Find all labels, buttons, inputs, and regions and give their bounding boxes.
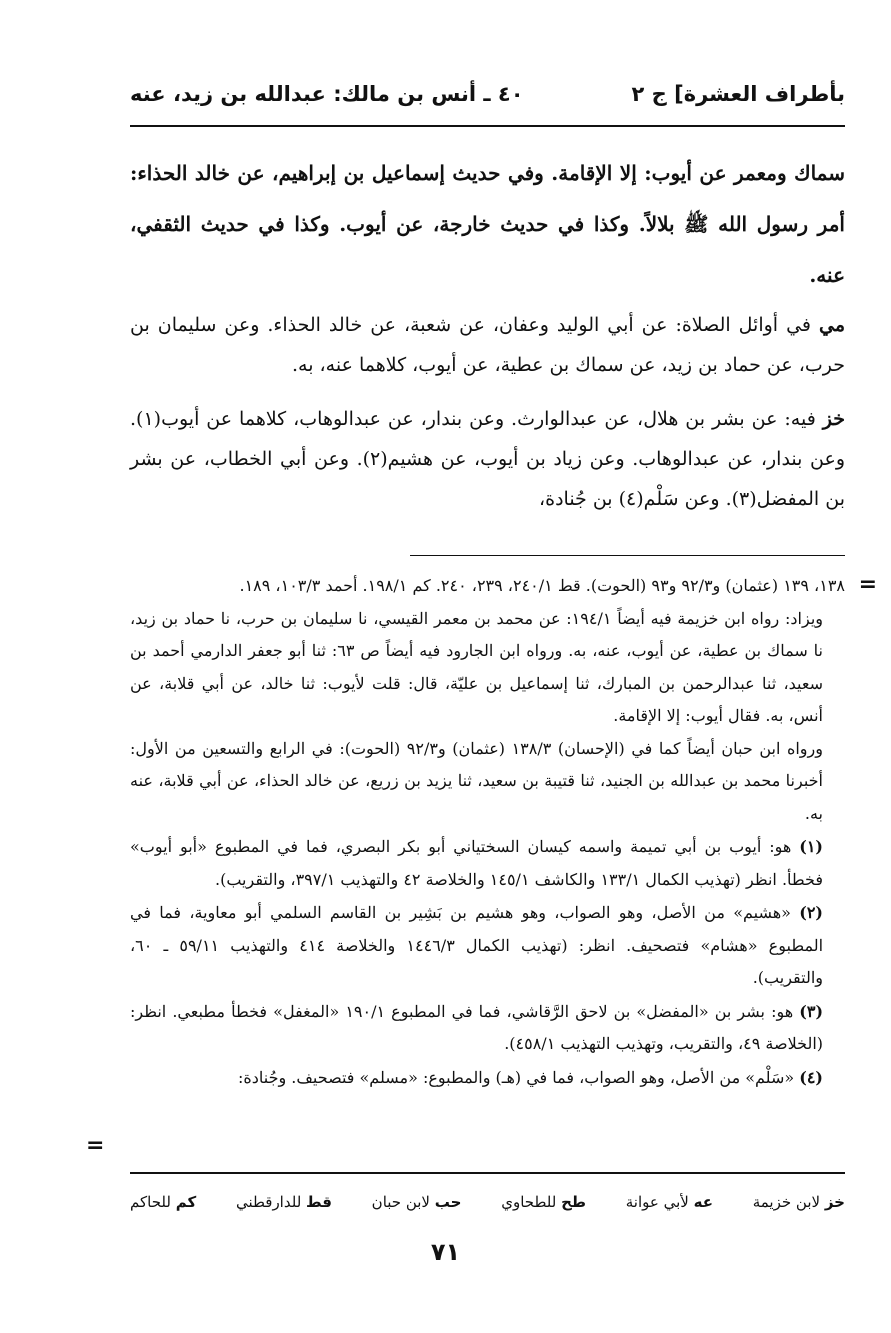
footnote-number: (٤) xyxy=(799,1067,823,1087)
footnote-3 xyxy=(130,996,845,1061)
abbreviation-key xyxy=(130,1186,845,1218)
abbreviation-label: لابن خزيمة xyxy=(752,1193,821,1211)
footer-divider xyxy=(130,1172,845,1174)
footnote-text: هو: أيوب بن أبي تميمة واسمه كيسان السختياني أبو بكر البصري، فما في المطبوع «أبو أيوب» فخطأ. انظر (تهذيب الكمال ١٣٣/١ والكاشف ١٤٥/١ والخلاصة ٤٢ والتهذيب ٣٩٧/١، والتقريب). xyxy=(130,837,823,889)
abbreviation-item xyxy=(372,1193,462,1211)
sources-line: ١٣٨، ١٣٩ (عثمان) و٩٢/٣ و٩٣ (الحوت). قط ٢٤٠/١، ٢٣٩، ٢٤٠. كم ١٩٨/١. أحمد ١٠٣/٣، ١٨٩. xyxy=(239,576,845,595)
abbreviation-code: طح xyxy=(561,1193,587,1211)
header-chapter-title: ٤٠ ـ أنس بن مالك: عبدالله بن زيد، عنه xyxy=(130,82,524,106)
abbreviation-item xyxy=(130,1193,196,1211)
abbreviation-label: لأبي عوانة xyxy=(625,1193,689,1211)
abbreviation-code: حب xyxy=(434,1193,462,1211)
main-text xyxy=(130,148,845,519)
abbreviation-item xyxy=(753,1193,845,1211)
abbreviation-label: للطحاوي xyxy=(501,1193,557,1211)
footnote-2 xyxy=(130,897,845,995)
footnote-number: (٣) xyxy=(799,1001,824,1021)
abbreviation-label: لابن حبان xyxy=(371,1193,430,1211)
abbreviation-code: قط xyxy=(306,1193,332,1211)
main-paragraph-1: سماك ومعمر عن أيوب: إلا الإقامة. وفي حديث إسماعيل بن إبراهيم، عن خالد الحذاء: أمر رسول الله ﷺ بلالاً. وكذا في حديث خارجة، عن أيوب. وكذا في حديث الثقفي، عنه. xyxy=(130,161,845,287)
addition-paragraph-2: ورواه ابن حبان أيضاً كما في (الإحسان) ١٣٨/٣ (عثمان) و٩٢/٣ (الحوت): في الرابع والتسعين من الأول: أخبرنا محمد بن عبدالله بن الجنيد، ثنا قتيبة بن سعيد، ثنا يزيد بن زريع، عن خالد الحذاء، عن أبي قلابة، عنه به. xyxy=(130,738,823,823)
main-paragraph-2 xyxy=(130,305,845,385)
footnote-number: (٢) xyxy=(799,903,823,922)
abbreviation-label: للحاكم xyxy=(130,1193,171,1211)
addition-paragraph-1: ويزاد: رواه ابن خزيمة فيه أيضاً ١٩٤/١: عن محمد بن معمر القيسي، نا سليمان بن حرب، نا حماد بن زيد، نا سماك بن عطية، عن أيوب، عنه، به. ورواه ابن الجارود فيه أيضاً ص ٦٣: ثنا أبو جعفر الدارمي أحمد بن سعيد، ثنا عبدالرحمن بن المبارك، ثنا إسماعيل بن عليّة، قال: قلت لأيوب: ثنا خالد، عن أبي قلابة، عن أنس، به. فقال أيوب: إلا الإقامة. xyxy=(130,608,824,725)
footnote-1 xyxy=(130,831,845,896)
footnote-text: «سَلْم» من الأصل، وهو الصواب، فما في (هـ) والمطبوع: «مسلم» فتصحيف. وجُنادة: xyxy=(237,1067,800,1087)
continuation-mark-bottom: = xyxy=(86,1133,105,1158)
abbreviation-code: كم xyxy=(175,1193,197,1211)
abbreviation-label: للدارقطني xyxy=(235,1193,302,1211)
paragraph-text: فيه: عن بشر بن هلال، عن عبدالوارث. وعن بندار، عن عبدالوهاب، كلاهما عن أيوب(١). وعن بندار، عن عبدالوهاب. وعن زياد بن أيوب، عن هشيم(٢). وعن أبي الخطاب، عن بشر بن المفضل(٣). وعن سَلْم(٤) بن جُنادة، xyxy=(130,408,846,510)
main-paragraph-3 xyxy=(130,399,845,519)
footnote-4 xyxy=(130,1062,845,1095)
abbreviation-item xyxy=(626,1193,713,1211)
footnote-divider xyxy=(410,555,845,556)
page-number: ٧١ xyxy=(430,1238,461,1266)
footnote-text: «هشيم» من الأصل، وهو الصواب، وهو هشيم بن بَشِير بن القاسم السلمي أبو معاوية، فما في المطبوع «هشام» فتصحيف. انظر: (تهذيب الكمال ١٤٤٦/٣ والخلاصة ٤١٤ والتهذيب ٥٩/١١ ـ ٦٠، والتقريب). xyxy=(130,903,824,987)
continuation-mark-top: = xyxy=(858,572,877,597)
header-book-title: بأطراف العشرة] ج ٢ xyxy=(631,82,845,106)
abbreviation-code: عه xyxy=(693,1193,713,1211)
source-sigla: خز xyxy=(822,408,845,430)
footnote-number: (١) xyxy=(799,837,823,856)
abbreviation-item xyxy=(501,1193,586,1211)
abbreviation-code: خز xyxy=(824,1193,845,1211)
source-sigla: مي xyxy=(818,314,845,336)
footnotes-section xyxy=(130,570,845,1094)
paragraph-text: في أوائل الصلاة: عن أبي الوليد وعفان، عن شعبة، عن خالد الحذاء. وعن سليمان بن حرب، عن حماد بن زيد، عن سماك بن عطية، عن أيوب، كلاهما عنه، به. xyxy=(130,314,845,376)
footnote-text: هو: بشر بن «المفضل» بن لاحق الرَّقاشي، فما في المطبوع ١٩٠/١ «المغفل» فخطأ مطبعي. انظر: (الخلاصة ٤٩، والتقريب، وتهذيب التهذيب ٤٥٨/١). xyxy=(130,1001,823,1053)
running-header xyxy=(130,68,845,120)
abbreviation-item xyxy=(236,1193,332,1211)
header-divider xyxy=(130,125,845,127)
